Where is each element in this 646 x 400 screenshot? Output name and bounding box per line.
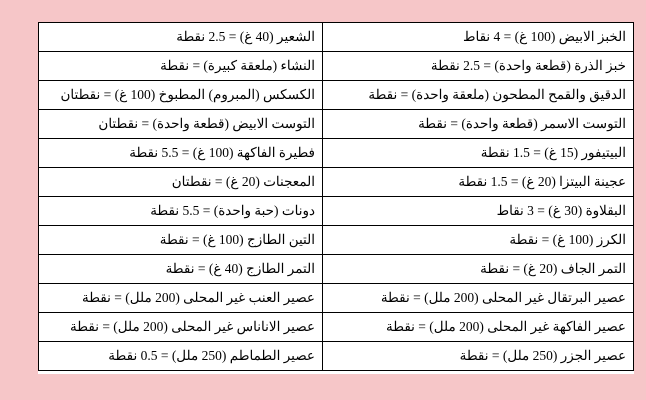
table-row <box>39 226 634 255</box>
table-cell: الشعير (40 غ) = 2.5 نقطة <box>39 23 323 52</box>
table-cell: خبز الذرة (قطعة واحدة) = 2.5 نقطة <box>323 52 634 81</box>
table-cell: التوست الاسمر (قطعة واحدة) = نقطة <box>323 110 634 139</box>
table-cell: دونات (حبة واحدة) = 5.5 نقطة <box>39 197 323 226</box>
table-row <box>39 81 634 110</box>
table-row <box>39 342 634 371</box>
table-cell: المعجنات (20 غ) = نقطتان <box>39 168 323 197</box>
table-row <box>39 255 634 284</box>
table-row <box>39 284 634 313</box>
table-cell: البقلاوة (30 غ) = 3 نقاط <box>323 197 634 226</box>
table-row <box>39 197 634 226</box>
table-cell: الكسكس (المبروم) المطبوخ (100 غ) = نقطتان <box>39 81 323 110</box>
table-row <box>39 139 634 168</box>
table-row <box>39 52 634 81</box>
table-row <box>39 168 634 197</box>
table-cell: عجينة البيتزا (20 غ) = 1.5 نقطة <box>323 168 634 197</box>
table-cell: عصير الجزر (250 ملل) = نقطة <box>323 342 634 371</box>
table-cell: عصير البرتقال غير المحلى (200 ملل) = نقطة <box>323 284 634 313</box>
table-row <box>39 110 634 139</box>
table-cell: الدقيق والقمح المطحون (ملعقة واحدة) = نقطة <box>323 81 634 110</box>
table-cell: التوست الابيض (قطعة واحدة) = نقطتان <box>39 110 323 139</box>
document-sheet <box>38 22 634 374</box>
table-cell: التين الطازج (100 غ) = نقطة <box>39 226 323 255</box>
table-cell: النشاء (ملعقة كبيرة) = نقطة <box>39 52 323 81</box>
table-cell: عصير الاناناس غير المحلى (200 ملل) = نقطة <box>39 313 323 342</box>
table-cell: التمر الطازج (40 غ) = نقطة <box>39 255 323 284</box>
table-row <box>39 23 634 52</box>
table-cell: التمر الجاف (20 غ) = نقطة <box>323 255 634 284</box>
table-row <box>39 313 634 342</box>
table-cell: البيتيفور (15 غ) = 1.5 نقطة <box>323 139 634 168</box>
table-cell: الخبز الابيض (100 غ) = 4 نقاط <box>323 23 634 52</box>
food-points-table <box>38 22 634 371</box>
table-cell: عصير الطماطم (250 ملل) = 0.5 نقطة <box>39 342 323 371</box>
table-cell: فطيرة الفاكهة (100 غ) = 5.5 نقطة <box>39 139 323 168</box>
table-cell: عصير الفاكهة غير المحلى (200 ملل) = نقطة <box>323 313 634 342</box>
table-cell: الكرز (100 غ) = نقطة <box>323 226 634 255</box>
table-cell: عصير العنب غير المحلى (200 ملل) = نقطة <box>39 284 323 313</box>
